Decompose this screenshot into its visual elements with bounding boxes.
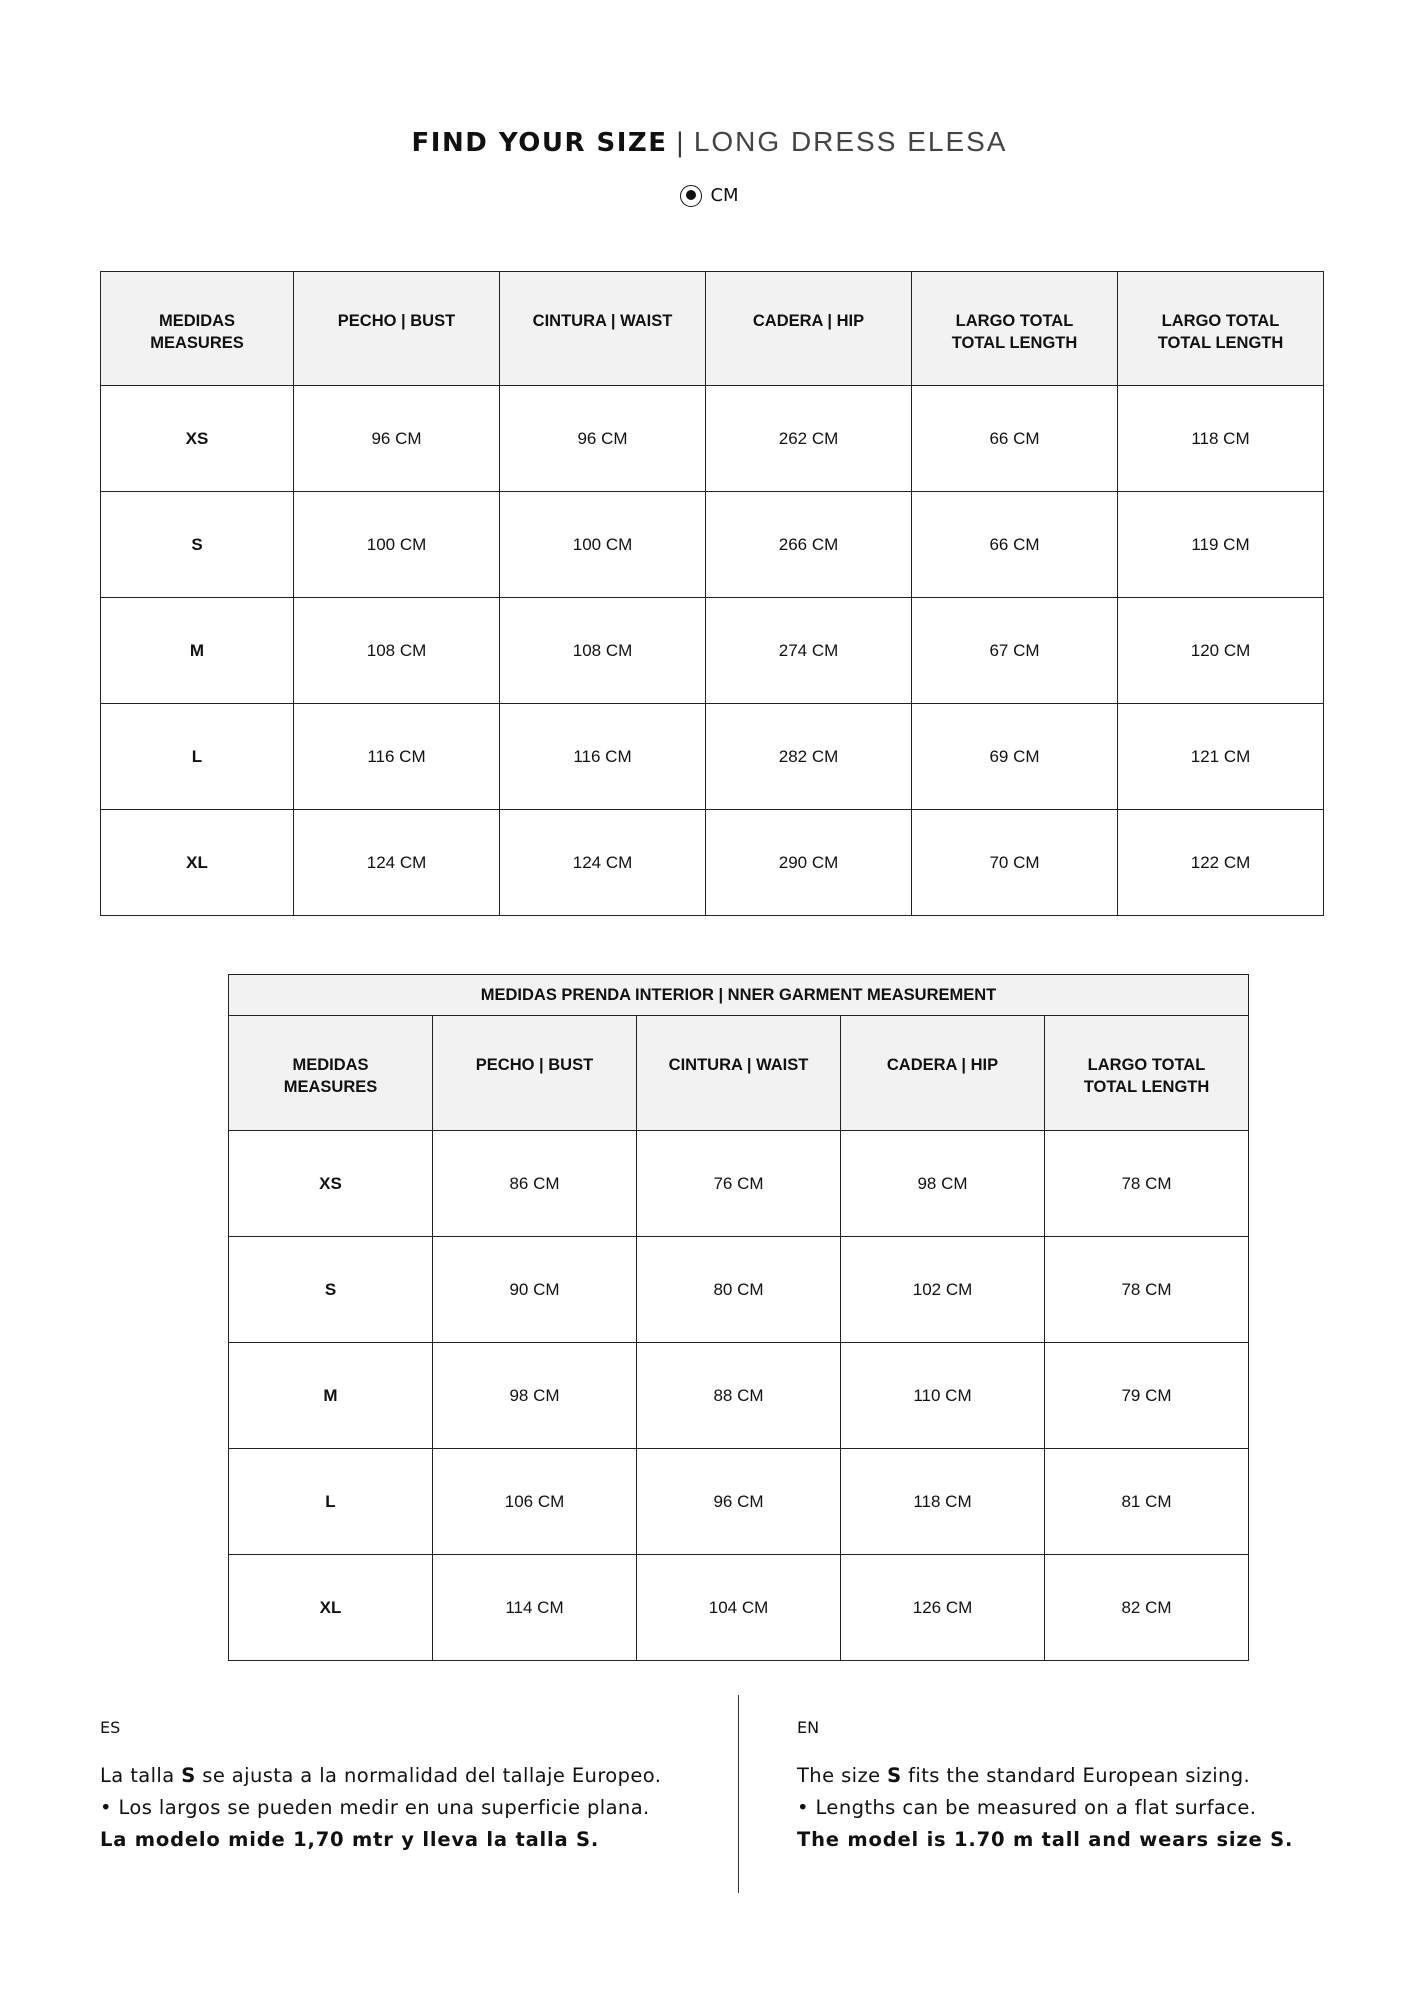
table-row [229,1343,1249,1449]
measurement-cell: 126 CM [841,1555,1045,1661]
column-header: CINTURA | WAIST [500,272,706,386]
measurement-cell: 110 CM [841,1343,1045,1449]
table-header-row [101,272,1324,386]
note-line: • Los largos se pueden medir en una superficie plana. [100,1796,650,1819]
title-separator: | [675,128,686,158]
measurement-cell: 124 CM [500,810,706,916]
note-text: La talla [100,1764,182,1787]
measurement-cell: 118 CM [1118,386,1324,492]
unit-selector[interactable] [0,184,1419,208]
measurement-cell: 118 CM [841,1449,1045,1555]
note-line [100,1760,661,1792]
measurement-cell: 266 CM [706,492,912,598]
column-header: MEDIDAS MEASURES [229,1016,433,1131]
measurement-cell: 67 CM [912,598,1118,704]
page-title [0,124,1419,161]
note-size: S [181,1764,196,1787]
table-caption: MEDIDAS PRENDA INTERIOR | NNER GARMENT MEASUREMENT [229,975,1249,1016]
notes-en [797,1718,1293,1856]
measurement-cell: 80 CM [637,1237,841,1343]
lang-label: ES [100,1718,121,1737]
size-label: S [229,1237,433,1343]
model-note: La modelo mide 1,70 mtr y lleva la talla S. [100,1828,600,1851]
note-line [797,1760,1293,1792]
column-header: LARGO TOTAL TOTAL LENGTH [1045,1016,1249,1131]
measurement-cell: 70 CM [912,810,1118,916]
measurement-cell: 106 CM [433,1449,637,1555]
title-main: FIND YOUR SIZE [411,128,668,158]
measurement-cell: 119 CM [1118,492,1324,598]
size-label: XS [101,386,294,492]
measurement-cell: 96 CM [294,386,500,492]
measurement-cell: 100 CM [294,492,500,598]
size-label: L [101,704,294,810]
lang-label: EN [797,1718,820,1737]
note-text: fits the standard European sizing. [901,1764,1251,1787]
measurement-cell: 82 CM [1045,1555,1249,1661]
measurement-cell: 69 CM [912,704,1118,810]
measurement-cell: 104 CM [637,1555,841,1661]
measurement-cell: 274 CM [706,598,912,704]
measurement-cell: 116 CM [294,704,500,810]
measurement-cell: 98 CM [841,1131,1045,1237]
measurement-cell: 96 CM [637,1449,841,1555]
column-header: MEDIDAS MEASURES [101,272,294,386]
size-label: XS [229,1131,433,1237]
measurement-cell: 98 CM [433,1343,637,1449]
table-body [101,386,1324,916]
table-row [229,1449,1249,1555]
note-line: • Lengths can be measured on a flat surface. [797,1796,1257,1819]
column-header: LARGO TOTAL TOTAL LENGTH [1118,272,1324,386]
measurement-cell: 81 CM [1045,1449,1249,1555]
column-header: CINTURA | WAIST [637,1016,841,1131]
table-row [101,386,1324,492]
measurement-cell: 114 CM [433,1555,637,1661]
inner-garment-table [228,974,1249,1661]
column-header: CADERA | HIP [706,272,912,386]
measurement-cell: 79 CM [1045,1343,1249,1449]
measurement-cell: 121 CM [1118,704,1324,810]
column-header: CADERA | HIP [841,1016,1045,1131]
measurement-cell: 66 CM [912,386,1118,492]
measurement-cell: 108 CM [500,598,706,704]
measurement-cell: 120 CM [1118,598,1324,704]
measurement-cell: 102 CM [841,1237,1045,1343]
table-row [101,492,1324,598]
table-header-row [229,1016,1249,1131]
measurement-cell: 78 CM [1045,1131,1249,1237]
size-label: L [229,1449,433,1555]
measurement-cell: 88 CM [637,1343,841,1449]
measurement-cell: 96 CM [500,386,706,492]
column-header: PECHO | BUST [294,272,500,386]
table-row [229,1237,1249,1343]
product-name: LONG DRESS ELESA [693,126,1008,157]
model-note: The model is 1.70 m tall and wears size S. [797,1828,1294,1851]
size-chart-table [100,271,1324,916]
note-size: S [887,1764,902,1787]
table-caption-row [229,975,1249,1016]
table-row [101,704,1324,810]
measurement-cell: 262 CM [706,386,912,492]
table-row [101,598,1324,704]
measurement-cell: 66 CM [912,492,1118,598]
divider [738,1695,739,1893]
note-text: se ajusta a la normalidad del tallaje Europeo. [195,1764,662,1787]
table-body [229,1131,1249,1661]
column-header: PECHO | BUST [433,1016,637,1131]
column-header: LARGO TOTAL TOTAL LENGTH [912,272,1118,386]
table-row [229,1555,1249,1661]
size-label: S [101,492,294,598]
note-text: The size [797,1764,888,1787]
measurement-cell: 78 CM [1045,1237,1249,1343]
measurement-cell: 76 CM [637,1131,841,1237]
measurement-cell: 124 CM [294,810,500,916]
measurement-cell: 86 CM [433,1131,637,1237]
measurement-cell: 290 CM [706,810,912,916]
unit-label: CM [710,185,739,206]
size-label: XL [229,1555,433,1661]
measurement-cell: 122 CM [1118,810,1324,916]
measurement-cell: 116 CM [500,704,706,810]
size-label: XL [101,810,294,916]
size-label: M [101,598,294,704]
notes-es [100,1718,661,1856]
measurement-cell: 90 CM [433,1237,637,1343]
radio-selected-icon[interactable] [680,185,702,207]
measurement-cell: 108 CM [294,598,500,704]
measurement-cell: 100 CM [500,492,706,598]
size-label: M [229,1343,433,1449]
measurement-cell: 282 CM [706,704,912,810]
table-row [229,1131,1249,1237]
table-row [101,810,1324,916]
